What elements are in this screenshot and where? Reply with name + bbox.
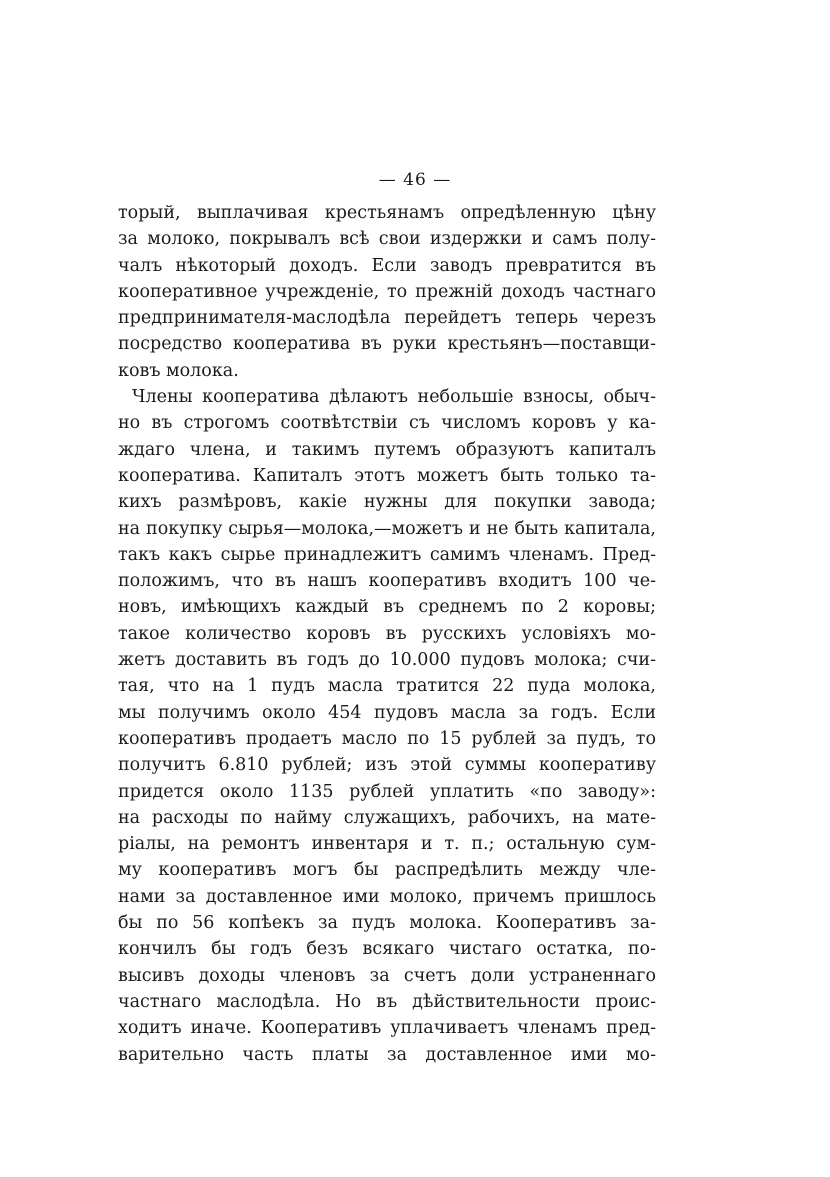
text-line: торый, выплачивая крестьянамъ опредѣленную цѣну [118,203,656,223]
text-line: получитъ 6.810 рублей; изъ этой суммы кооперативу [118,755,656,776]
text-line: придется около 1135 рублей уплатить «по заводу»: [118,781,656,802]
text-line: ріалы, на ремонтъ инвентаря и т. п.; остальную сум- [118,834,656,855]
text-line: кооперативъ продаетъ масло по 15 рублей за пудъ, то [118,728,656,749]
page-number: — 46 — [378,170,452,190]
text-line: мы получимъ около 454 пудовъ масла за годъ. Если [118,702,656,723]
text-line: кихъ размѣровъ, какіе нужны для покупки завода; [118,492,656,513]
text-line: тая, что на 1 пудъ масла тратится 22 пуда молока, [118,676,656,697]
text-line: варительно часть платы за доставленное ими мо- [118,1044,656,1065]
text-line: высивъ доходы членовъ за счетъ доли устраненнаго [118,965,656,986]
text-line: ходитъ иначе. Кооперативъ уплачиваетъ членамъ пред- [118,1018,656,1039]
text-line: но въ строгомъ соотвѣтствіи съ числомъ коровъ у ка- [118,413,656,434]
text-line: ждаго члена, и такимъ путемъ образуютъ капиталъ [118,439,656,460]
text-line: на расходы по найму служащихъ, рабочихъ, на мате- [118,807,656,828]
text-line: такъ какъ сырье принадлежитъ самимъ членамъ. Пред- [118,544,656,565]
text-line: кооперативное учрежденіе, то прежній доходъ частнаго [118,281,656,302]
text-line: жетъ доставить въ годъ до 10.000 пудовъ молока; счи- [118,650,656,671]
text-line: бы по 56 копѣекъ за пудъ молока. Кооперативъ за- [118,913,656,934]
text-line: такое количество коровъ въ русскихъ условіяхъ мо- [118,623,656,644]
body-text [118,200,656,1068]
text-line: предпринимателя-маслодѣла перейдетъ теперь черезъ [118,308,656,329]
text-line: на покупку сырья—молока,—можетъ и не быть капитала, [118,518,656,539]
text-line: положимъ, что въ нашъ кооперативъ входитъ 100 че- [118,571,656,592]
text-line: чалъ нѣкоторый доходъ. Если заводъ превратится въ [118,255,656,276]
text-line: нами за доставленное ими молоко, причемъ пришлось [118,886,656,907]
text-line: новъ, имѣющихъ каждый въ среднемъ по 2 коровы; [118,597,656,618]
text-line: за молоко, покрывалъ всѣ свои издержки и самъ полу- [118,229,656,250]
text-line: посредство кооператива въ руки крестьянъ—поставщи- [118,334,656,355]
text-line: частнаго маслодѣла. Но въ дѣйствительности проис- [118,991,656,1012]
text-line: кончилъ бы годъ безъ всякаго чистаго остатка, по- [118,939,656,960]
text-line: кооператива. Капиталъ этотъ можетъ быть только та- [118,465,656,486]
text-line: Члены кооператива дѣлаютъ небольшіе взносы, обыч- [132,387,656,408]
text-line: му кооперативъ могъ бы распредѣлить между чле- [118,860,656,881]
text-line: ковъ молока. [118,360,239,381]
